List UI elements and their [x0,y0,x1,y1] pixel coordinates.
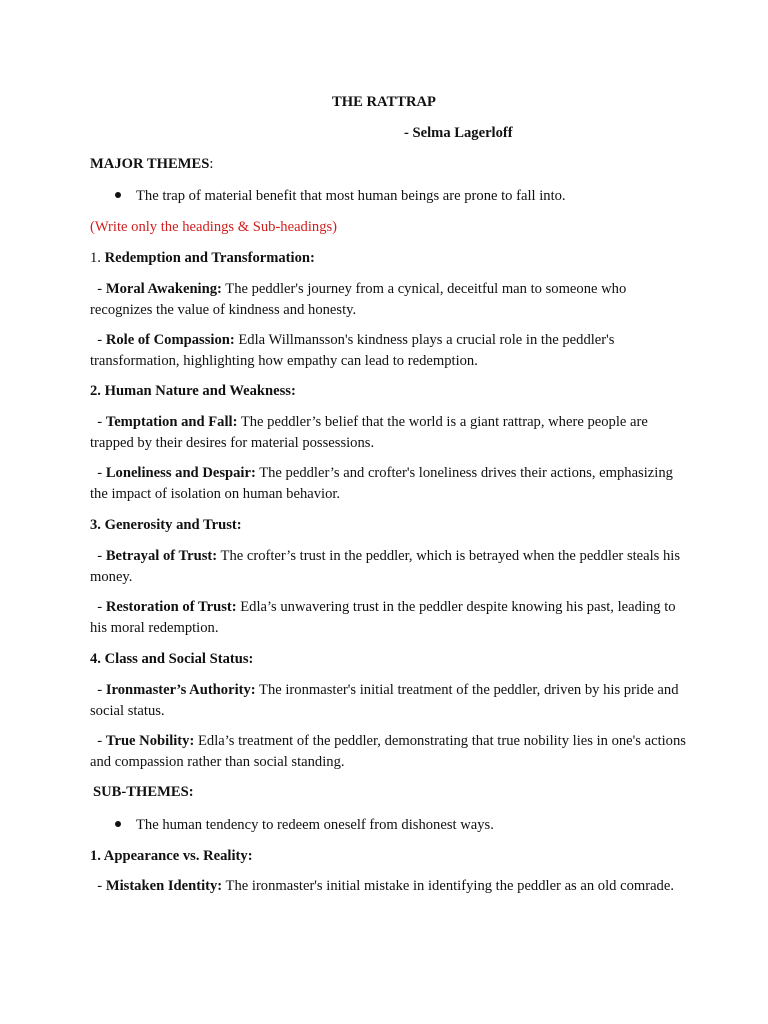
theme-item-text: The ironmaster's initial treatment of the peddler, driven by his pride and social status. [90,682,679,719]
theme-item-text: Edla’s treatment of the peddler, demonstrating that true nobility lies in one's actions and compassion rather than social standing. [90,733,686,770]
theme-item-label: Betrayal of Trust: [105,548,218,564]
section-number: 4. [90,651,105,667]
dash: - [97,281,106,297]
section-title: Human Nature and Weakness: [104,383,296,399]
theme-item [90,463,690,504]
dash: - [97,599,106,615]
sub-themes-heading [93,782,693,802]
section-heading [90,515,690,535]
theme-item-label: True Nobility: [105,733,195,749]
bullet-icon [115,192,121,198]
dash: - [97,414,106,430]
theme-item [90,412,690,453]
theme-item-label: Temptation and Fall: [105,414,238,430]
instruction-note: (Write only the headings & Sub-headings) [90,219,338,235]
dash: - [97,332,106,348]
theme-item-label: Mistaken Identity: [105,878,223,894]
sub-themes-label: SUB-THEMES: [93,784,194,800]
theme-item-label: Moral Awakening: [105,281,222,297]
theme-item-text: Edla’s unwavering trust in the peddler despite knowing his past, leading to his moral redemption. [90,599,676,636]
theme-item [90,680,690,721]
theme-item-text: The peddler’s belief that the world is a giant rattrap, where people are trapped by their desires for material possessions. [90,414,648,451]
section-number: 2. [90,383,105,399]
section-title: Redemption and Transformation: [104,250,315,266]
section-title: Class and Social Status: [104,651,254,667]
major-themes-bullet: The trap of material benefit that most human beings are prone to fall into. [136,188,566,204]
theme-item [90,546,690,587]
theme-item-text: The crofter’s trust in the peddler, which is betrayed when the peddler steals his money. [90,548,681,585]
theme-item [90,279,690,320]
section-title: Appearance vs. Reality: [103,848,253,864]
theme-item-label: Role of Compassion: [105,332,235,348]
theme-item [90,876,690,897]
section-title: Generosity and Trust: [104,517,242,533]
dash: - [97,548,106,564]
document-title: THE RATTRAP [332,94,436,110]
theme-item-label: Ironmaster’s Authority: [105,682,256,698]
dash: - [97,682,106,698]
section-heading [90,248,690,268]
section-heading [90,846,690,866]
section-number: 3. [90,517,105,533]
theme-item [90,597,690,638]
major-themes-colon: : [209,156,214,172]
section-heading [90,381,690,401]
major-themes-label: MAJOR THEMES [90,156,210,172]
theme-item-text: The ironmaster's initial mistake in identifying the peddler as an old comrade. [222,878,674,894]
section-number: 1. [90,250,105,266]
theme-item-text: Edla Willmansson's kindness plays a crucial role in the peddler's transformation, highlighting how empathy can lead to redemption. [90,332,615,369]
theme-item-label: Restoration of Trust: [105,599,237,615]
dash: - [97,878,106,894]
sub-themes-bullet: The human tendency to redeem oneself from dishonest ways. [136,817,494,833]
section-number: 1. [90,848,104,864]
dash: - [97,465,106,481]
theme-item-text: The peddler's journey from a cynical, deceitful man to someone who recognizes the value of kindness and honesty. [90,281,627,318]
dash: - [97,733,106,749]
theme-item-text: The peddler’s and crofter's loneliness drives their actions, emphasizing the impact of isolation on human behavior. [90,465,673,502]
author-line: - Selma Lagerloff [404,125,513,141]
theme-item-label: Loneliness and Despair: [105,465,256,481]
major-themes-heading [90,154,690,174]
theme-item [90,330,690,371]
section-heading [90,649,690,669]
theme-item [90,731,690,772]
bullet-icon [115,821,121,827]
